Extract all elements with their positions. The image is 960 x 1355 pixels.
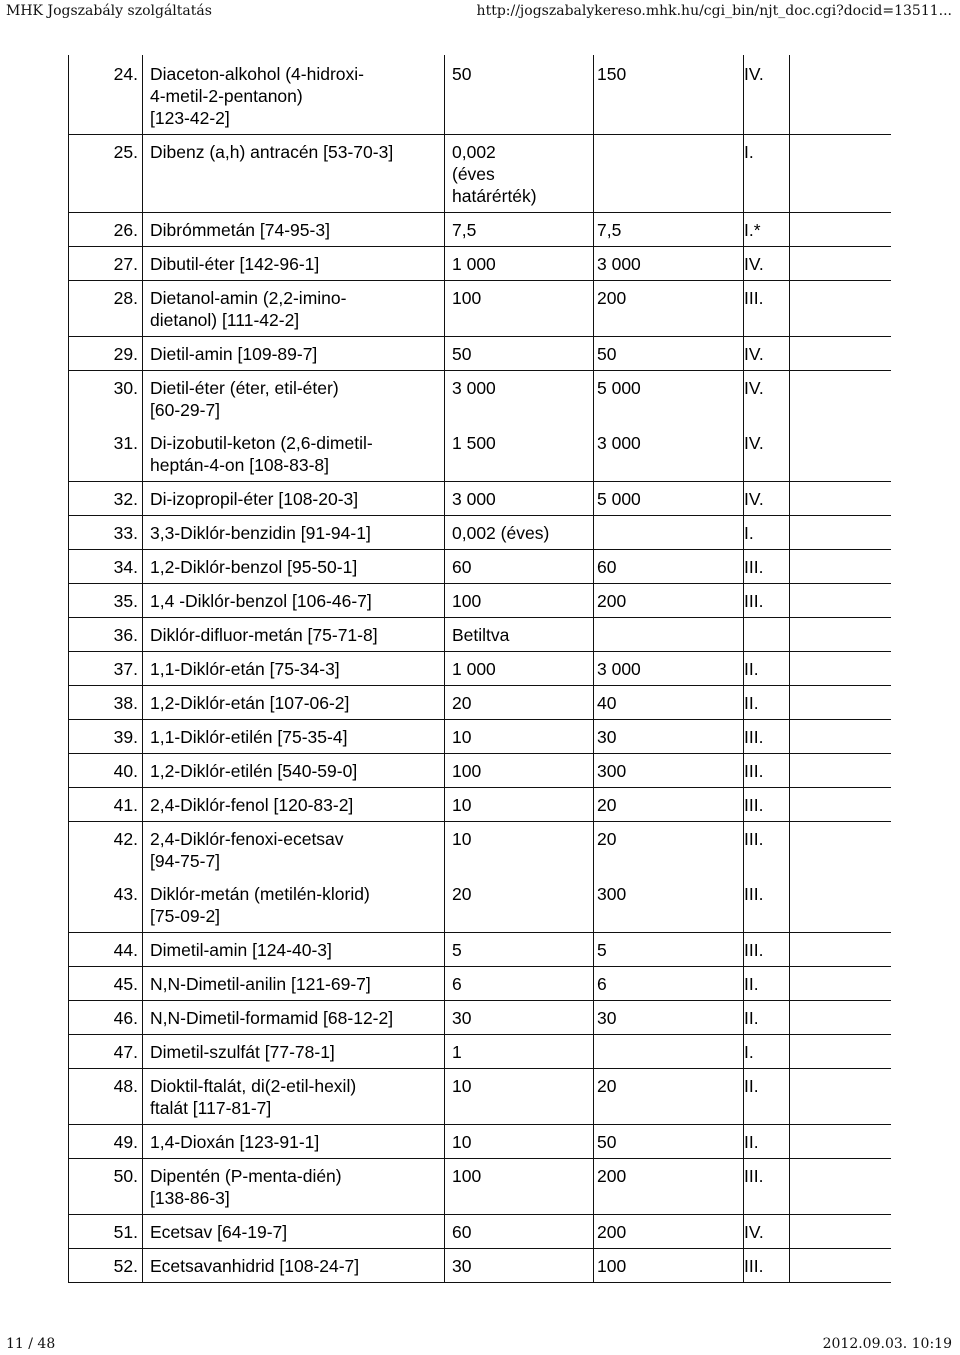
limit-value-1: 100	[445, 754, 594, 788]
table-row	[69, 55, 891, 135]
empty-column	[790, 788, 891, 822]
limit-value-2: 40	[594, 686, 744, 720]
limit-value-2: 200	[594, 1159, 744, 1215]
hazard-class: III.	[744, 1249, 790, 1283]
substance-name: 2,4-Diklór-fenoxi-ecetsav [94-75-7]	[150, 829, 344, 871]
row-number: 45.	[69, 967, 143, 1001]
empty-column	[790, 720, 891, 754]
limit-value-1: 6	[445, 967, 594, 1001]
substance-name: Dimetil-szulfát [77-78-1]	[143, 1035, 445, 1069]
limit-value-2: 3 000	[594, 426, 744, 482]
empty-column	[790, 1159, 891, 1215]
table-row	[69, 877, 891, 933]
limit-value-1: 3 000	[445, 482, 594, 516]
substance-name: 1,1-Diklór-etán [75-34-3]	[143, 652, 445, 686]
limit-value-1: 100	[445, 1159, 594, 1215]
limit-value-2: 200	[594, 584, 744, 618]
substance-name: 3,3-Diklór-benzidin [91-94-1]	[143, 516, 445, 550]
header-source-title: MHK Jogszabály szolgáltatás	[6, 3, 212, 19]
limit-value-1: 50	[445, 337, 594, 371]
empty-column	[790, 933, 891, 967]
empty-column	[790, 1069, 891, 1125]
page-number: 11 / 48	[6, 1336, 56, 1352]
limit-value-1: 100	[445, 584, 594, 618]
row-number: 30.	[69, 371, 143, 427]
table-row	[69, 967, 891, 1001]
hazard-class: I.	[744, 516, 790, 550]
hazard-class: IV.	[744, 337, 790, 371]
limit-value-1: 1 000	[445, 247, 594, 281]
row-number: 44.	[69, 933, 143, 967]
row-number: 40.	[69, 754, 143, 788]
table-row	[69, 1215, 891, 1249]
hazard-class: IV.	[744, 371, 790, 427]
limit-value-1: 20	[445, 877, 594, 933]
hazard-class: III.	[744, 877, 790, 933]
substance-name: Diaceton-alkohol (4-hidroxi- 4-metil-2-pentanon) [123-42-2]	[143, 55, 445, 135]
empty-column	[790, 371, 891, 427]
limit-value-1: 50	[445, 55, 594, 135]
substance-limits-table	[68, 55, 891, 1283]
limit-value-2: 20	[594, 788, 744, 822]
substance-name: 2,4-Diklór-fenol [120-83-2]	[143, 788, 445, 822]
row-number: 25.	[69, 135, 143, 213]
limit-value-2: 30	[594, 1001, 744, 1035]
row-number: 33.	[69, 516, 143, 550]
substance-name: 1,2-Diklór-etán [107-06-2]	[143, 686, 445, 720]
row-number: 28.	[69, 281, 143, 337]
table-row	[69, 788, 891, 822]
limit-value-1: 0,002 (éves)	[445, 516, 594, 550]
table-row	[69, 754, 891, 788]
hazard-class: IV.	[744, 247, 790, 281]
empty-column	[790, 213, 891, 247]
row-number: 46.	[69, 1001, 143, 1035]
table-row	[69, 822, 891, 878]
limit-value-2: 200	[594, 1215, 744, 1249]
empty-column	[790, 967, 891, 1001]
table-row	[69, 1001, 891, 1035]
empty-column	[790, 754, 891, 788]
limit-value-1: 30	[445, 1001, 594, 1035]
empty-column	[790, 281, 891, 337]
limit-value-1: 10	[445, 720, 594, 754]
table-row	[69, 213, 891, 247]
row-number: 36.	[69, 618, 143, 652]
empty-column	[790, 426, 891, 482]
substance-name: Dibutil-éter [142-96-1]	[143, 247, 445, 281]
row-number: 32.	[69, 482, 143, 516]
table-row	[69, 618, 891, 652]
limit-value-2: 3 000	[594, 652, 744, 686]
limit-value-2: 300	[594, 877, 744, 933]
limit-value-1: Betiltva	[445, 618, 594, 652]
row-number: 27.	[69, 247, 143, 281]
hazard-class: III.	[744, 822, 790, 878]
table-row	[69, 584, 891, 618]
limit-value-2	[594, 1035, 744, 1069]
limit-value-1: 100	[445, 281, 594, 337]
row-number: 39.	[69, 720, 143, 754]
empty-column	[790, 822, 891, 878]
substance-name: N,N-Dimetil-formamid [68-12-2]	[143, 1001, 445, 1035]
limit-value-1: 60	[445, 1215, 594, 1249]
limit-value-1: 7,5	[445, 213, 594, 247]
limit-value-2: 30	[594, 720, 744, 754]
table-row	[69, 652, 891, 686]
limit-value-1: 1	[445, 1035, 594, 1069]
empty-column	[790, 1001, 891, 1035]
limit-value-2: 100	[594, 1249, 744, 1283]
substance-name: Diklór-metán (metilén-klorid) [75-09-2]	[143, 877, 445, 933]
substance-name: Dietil-éter (éter, etil-éter) [60-29-7]	[150, 378, 339, 420]
row-number: 42.	[69, 822, 143, 878]
row-number: 31.	[69, 426, 143, 482]
limit-value-2	[594, 135, 744, 213]
empty-column	[790, 1125, 891, 1159]
empty-column	[790, 55, 891, 135]
print-date: 2012.09.03. 10:19	[822, 1336, 952, 1352]
substance-name: 1,2-Diklór-benzol [95-50-1]	[143, 550, 445, 584]
empty-column	[790, 584, 891, 618]
limit-value-2: 6	[594, 967, 744, 1001]
table-row	[69, 516, 891, 550]
row-number: 34.	[69, 550, 143, 584]
limit-value-1: 1 500	[445, 426, 594, 482]
row-number: 29.	[69, 337, 143, 371]
substance-name: Ecetsav [64-19-7]	[143, 1215, 445, 1249]
table-row	[69, 1249, 891, 1283]
row-number: 35.	[69, 584, 143, 618]
limit-value-2: 150	[594, 55, 744, 135]
limit-value-1: 0,002 (éves határérték)	[445, 135, 594, 213]
limit-value-2: 5	[594, 933, 744, 967]
table-row	[69, 482, 891, 516]
table-row	[69, 135, 891, 213]
hazard-class: I.	[744, 135, 790, 213]
hazard-class	[744, 618, 790, 652]
table-row	[69, 550, 891, 584]
limit-value-2: 300	[594, 754, 744, 788]
empty-column	[790, 1215, 891, 1249]
empty-column	[790, 337, 891, 371]
hazard-class: II.	[744, 1125, 790, 1159]
substance-name: Dietil-amin [109-89-7]	[143, 337, 445, 371]
empty-column	[790, 652, 891, 686]
limit-value-2: 3 000	[594, 247, 744, 281]
limit-value-2: 20	[594, 822, 744, 878]
limit-value-2: 60	[594, 550, 744, 584]
limit-value-1: 10	[445, 1125, 594, 1159]
limit-value-1: 1 000	[445, 652, 594, 686]
hazard-class: II.	[744, 652, 790, 686]
table-row	[69, 1125, 891, 1159]
hazard-class: II.	[744, 686, 790, 720]
table-row	[69, 933, 891, 967]
substance-name: Dioktil-ftalát, di(2-etil-hexil) ftalát [117-81-7]	[143, 1069, 445, 1125]
empty-column	[790, 482, 891, 516]
row-number: 48.	[69, 1069, 143, 1125]
hazard-class: I.	[744, 1035, 790, 1069]
hazard-class: III.	[744, 550, 790, 584]
limit-value-2: 200	[594, 281, 744, 337]
limit-value-2: 50	[594, 337, 744, 371]
limit-value-1: 60	[445, 550, 594, 584]
empty-column	[790, 516, 891, 550]
empty-column	[790, 135, 891, 213]
substance-name: Di-izobutil-keton (2,6-dimetil- heptán-4-on [108-83-8]	[143, 426, 445, 482]
row-number: 38.	[69, 686, 143, 720]
limit-value-1: 5	[445, 933, 594, 967]
substance-name: 1,4-Dioxán [123-91-1]	[143, 1125, 445, 1159]
hazard-class: IV.	[744, 482, 790, 516]
table-row	[69, 1159, 891, 1215]
substance-name: Ecetsavanhidrid [108-24-7]	[143, 1249, 445, 1283]
substance-name: Dipentén (P-menta-dién) [138-86-3]	[143, 1159, 445, 1215]
substance-name: 1,1-Diklór-etilén [75-35-4]	[143, 720, 445, 754]
hazard-class: II.	[744, 967, 790, 1001]
empty-column	[790, 686, 891, 720]
row-number: 26.	[69, 213, 143, 247]
row-number: 49.	[69, 1125, 143, 1159]
hazard-class: IV.	[744, 426, 790, 482]
substance-name: Di-izopropil-éter [108-20-3]	[143, 482, 445, 516]
hazard-class: III.	[744, 933, 790, 967]
table-row	[69, 371, 891, 427]
hazard-class: II.	[744, 1001, 790, 1035]
row-number: 43.	[69, 877, 143, 933]
hazard-class: IV.	[744, 55, 790, 135]
substance-name: 1,4 -Diklór-benzol [106-46-7]	[143, 584, 445, 618]
table-row	[69, 686, 891, 720]
hazard-class: III.	[744, 754, 790, 788]
substance-name: N,N-Dimetil-anilin [121-69-7]	[143, 967, 445, 1001]
limit-value-2	[594, 618, 744, 652]
table-row	[69, 1069, 891, 1125]
row-number: 50.	[69, 1159, 143, 1215]
substance-name: Dibrómmetán [74-95-3]	[143, 213, 445, 247]
header-url[interactable]: http://jogszabalykereso.mhk.hu/cgi_bin/njt_doc.cgi?docid=13511...	[476, 3, 952, 19]
hazard-class: III.	[744, 788, 790, 822]
table-row	[69, 337, 891, 371]
hazard-class: II.	[744, 1069, 790, 1125]
limit-value-2: 5 000	[594, 371, 744, 427]
limit-value-2: 50	[594, 1125, 744, 1159]
limit-value-2: 20	[594, 1069, 744, 1125]
row-number: 41.	[69, 788, 143, 822]
limit-value-1: 3 000	[445, 371, 594, 427]
row-number: 52.	[69, 1249, 143, 1283]
limit-value-1: 20	[445, 686, 594, 720]
table-row	[69, 247, 891, 281]
row-number: 24.	[69, 55, 143, 135]
row-number: 47.	[69, 1035, 143, 1069]
hazard-class: III.	[744, 281, 790, 337]
row-number: 37.	[69, 652, 143, 686]
limit-value-2	[594, 516, 744, 550]
substance-name: Diklór-difluor-metán [75-71-8]	[143, 618, 445, 652]
substance-name: Dimetil-amin [124-40-3]	[143, 933, 445, 967]
table-row	[69, 281, 891, 337]
empty-column	[790, 1249, 891, 1283]
limit-value-1: 30	[445, 1249, 594, 1283]
empty-column	[790, 550, 891, 584]
limit-value-2: 7,5	[594, 213, 744, 247]
hazard-class: III.	[744, 1159, 790, 1215]
limit-value-1: 10	[445, 1069, 594, 1125]
table-row	[69, 426, 891, 482]
hazard-class: III.	[744, 720, 790, 754]
table-row	[69, 720, 891, 754]
hazard-class: IV.	[744, 1215, 790, 1249]
substance-name: Dibenz (a,h) antracén [53-70-3]	[143, 135, 445, 213]
limit-value-1: 10	[445, 822, 594, 878]
substance-name: Dietanol-amin (2,2-imino- dietanol) [111-42-2]	[143, 281, 445, 337]
substance-name: 1,2-Diklór-etilén [540-59-0]	[143, 754, 445, 788]
table-row	[69, 1035, 891, 1069]
empty-column	[790, 618, 891, 652]
limit-value-2: 5 000	[594, 482, 744, 516]
limit-value-1: 10	[445, 788, 594, 822]
hazard-class: III.	[744, 584, 790, 618]
empty-column	[790, 877, 891, 933]
hazard-class: I.*	[744, 213, 790, 247]
empty-column	[790, 1035, 891, 1069]
empty-column	[790, 247, 891, 281]
row-number: 51.	[69, 1215, 143, 1249]
